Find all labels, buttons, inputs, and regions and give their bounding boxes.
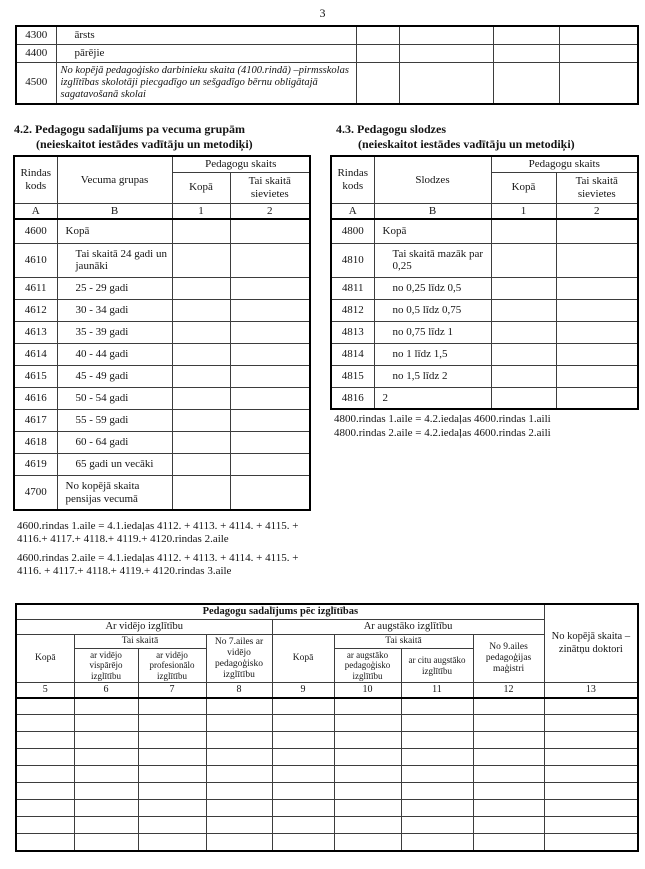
section-42-subtitle: (neieskaitot iestādes vadītāju un metodiķi) [36, 137, 253, 151]
data-cell-empty [172, 343, 230, 365]
data-cell-empty [172, 243, 230, 277]
row-code: 4812 [331, 299, 374, 321]
row-label: no 0,25 līdz 0,5 [374, 277, 491, 299]
data-cell-empty [473, 766, 544, 783]
data-cell-empty [138, 715, 206, 732]
data-cell-empty [206, 783, 272, 800]
bottom-table-title: Pedagogu sadalījums pēc izglītības [16, 604, 544, 620]
row-label: No kopējā skaita pensijas vecumā [57, 475, 172, 510]
row-code: 4619 [14, 453, 57, 475]
data-cell-empty [473, 749, 544, 766]
table-row [331, 243, 638, 277]
data-cell-empty [401, 783, 473, 800]
data-cell-empty [473, 732, 544, 749]
row-code: 4617 [14, 409, 57, 431]
row-code: 4813 [331, 321, 374, 343]
col-number: 8 [206, 683, 272, 698]
row-label: Tai skaitā mazāk par 0,25 [374, 243, 491, 277]
data-cell-empty [172, 299, 230, 321]
table-row [14, 475, 310, 510]
data-cell-empty [272, 715, 334, 732]
col-letter: A [331, 203, 374, 219]
data-cell-empty [473, 834, 544, 851]
table-row [16, 44, 638, 62]
col-number: 9 [272, 683, 334, 698]
data-cell-empty [172, 409, 230, 431]
section-42-number: 4.2. [14, 122, 32, 136]
data-cell-empty [138, 732, 206, 749]
row-label: 40 - 44 gadi [57, 343, 172, 365]
workloads-table [330, 155, 637, 410]
table-row [14, 321, 310, 343]
row-label: 2 [374, 387, 491, 409]
row-label: no 0,5 līdz 0,75 [374, 299, 491, 321]
row-code: 4614 [14, 343, 57, 365]
col-number: 2 [230, 203, 310, 219]
data-cell-empty [334, 715, 401, 732]
data-cell-empty [559, 44, 638, 62]
row-code: 4400 [16, 44, 56, 62]
table-row [14, 219, 310, 243]
header-kopa: Kopā [491, 172, 556, 203]
data-cell-empty [544, 698, 638, 715]
data-cell-empty [401, 834, 473, 851]
col-number: 11 [401, 683, 473, 698]
data-cell-empty [491, 277, 556, 299]
data-cell-empty [491, 387, 556, 409]
table-row [14, 299, 310, 321]
data-cell-empty [544, 749, 638, 766]
data-cell-empty [138, 749, 206, 766]
data-cell-empty [272, 698, 334, 715]
note-line: 4600.rindas 2.aile = 4.1.iedaļas 4112. + 4113. + 4114. + 4115. + 4116. + 4117.+ 4118.+ 4119.+ 4120.rindas 3.aile [17, 551, 299, 578]
data-cell-empty [16, 715, 74, 732]
data-cell-empty [544, 817, 638, 834]
header-ar-videjo-izglitibu: Ar vidējo izglītību [16, 620, 272, 635]
empty-row [16, 817, 638, 834]
data-cell-empty [74, 766, 138, 783]
data-cell-empty [206, 715, 272, 732]
data-cell-empty [544, 715, 638, 732]
header-slodzes: Slodzes [374, 156, 491, 203]
header-kopa-videjo: Kopā [16, 635, 74, 683]
header-rindas-kods: Rindas kods [14, 156, 57, 203]
data-cell-empty [556, 299, 638, 321]
data-cell-empty [473, 817, 544, 834]
col-number: 12 [473, 683, 544, 698]
empty-row [16, 732, 638, 749]
col-number: 1 [491, 203, 556, 219]
table-row [331, 219, 638, 243]
page-number: 3 [319, 6, 326, 20]
row-code: 4800 [331, 219, 374, 243]
data-cell-empty [401, 698, 473, 715]
data-cell-empty [491, 243, 556, 277]
header-citu-augstako: ar citu augstāko izglītību [401, 649, 473, 683]
data-cell-empty [473, 715, 544, 732]
section-43-heading [336, 122, 641, 152]
data-cell-empty [206, 800, 272, 817]
note-line: 4800.rindas 2.aile = 4.2.iedaļas 4600.rindas 2.aili [334, 427, 551, 440]
data-cell-empty [230, 475, 310, 510]
data-cell-empty [491, 343, 556, 365]
row-code: 4613 [14, 321, 57, 343]
data-cell-empty [16, 817, 74, 834]
data-cell-empty [544, 732, 638, 749]
data-cell-empty [544, 783, 638, 800]
col-letter: A [14, 203, 57, 219]
data-cell-empty [491, 219, 556, 243]
data-cell-empty [172, 321, 230, 343]
col-number: 6 [74, 683, 138, 698]
row-code: 4814 [331, 343, 374, 365]
data-cell-empty [172, 365, 230, 387]
header-tai-skaita-augstako: Tai skaitā [334, 635, 473, 649]
data-cell-empty [544, 766, 638, 783]
table-row [331, 343, 638, 365]
data-cell-empty [138, 834, 206, 851]
header-augstako-pedagogisko: ar augstāko pedagoģisko izglītību [334, 649, 401, 683]
data-cell-empty [74, 817, 138, 834]
table-row [14, 453, 310, 475]
data-cell-empty [401, 800, 473, 817]
data-cell-empty [272, 800, 334, 817]
age-groups-table [13, 155, 309, 511]
table-row [14, 431, 310, 453]
education-distribution-table [15, 603, 637, 852]
table-row [14, 409, 310, 431]
data-cell-empty [399, 26, 493, 44]
header-tai-skaita-sievietes: Tai skaitā sievietes [230, 172, 310, 203]
data-cell-empty [272, 766, 334, 783]
row-code: 4811 [331, 277, 374, 299]
header-tai-skaita-videjo: Tai skaitā [74, 635, 206, 649]
data-cell-empty [74, 834, 138, 851]
table-row [16, 62, 638, 104]
row-code: 4611 [14, 277, 57, 299]
data-cell-empty [172, 475, 230, 510]
table-row [14, 387, 310, 409]
data-cell-empty [16, 732, 74, 749]
data-cell-empty [16, 800, 74, 817]
data-cell-empty [206, 834, 272, 851]
data-cell-empty [334, 732, 401, 749]
data-cell-empty [230, 409, 310, 431]
data-cell-empty [272, 817, 334, 834]
section-43-title: Pedagogu slodzes [357, 122, 447, 136]
col-letter: B [374, 203, 491, 219]
row-label: 25 - 29 gadi [57, 277, 172, 299]
data-cell-empty [272, 834, 334, 851]
data-cell-empty [74, 732, 138, 749]
table-row [14, 277, 310, 299]
data-cell-empty [401, 766, 473, 783]
row-code: 4618 [14, 431, 57, 453]
data-cell-empty [230, 431, 310, 453]
data-cell-empty [556, 365, 638, 387]
data-cell-empty [491, 321, 556, 343]
empty-row [16, 783, 638, 800]
row-label: pārējie [56, 44, 356, 62]
table-row [331, 299, 638, 321]
data-cell-empty [272, 749, 334, 766]
data-cell-empty [16, 783, 74, 800]
data-cell-empty [399, 44, 493, 62]
note-line: 4600.rindas 1.aile = 4.1.iedaļas 4112. + 4113. + 4114. + 4115. + 4116.+ 4117.+ 4118.+ 4119.+ 4120.rindas 2.aile [17, 520, 299, 546]
data-cell-empty [16, 749, 74, 766]
table-row [331, 321, 638, 343]
row-code: 4600 [14, 219, 57, 243]
table-row [14, 343, 310, 365]
row-code: 4700 [14, 475, 57, 510]
data-cell-empty [556, 219, 638, 243]
data-cell-empty [138, 766, 206, 783]
row-code: 4610 [14, 243, 57, 277]
data-cell-empty [493, 62, 559, 104]
data-cell-empty [491, 365, 556, 387]
header-kopa: Kopā [172, 172, 230, 203]
data-cell-empty [401, 817, 473, 834]
row-label: Kopā [57, 219, 172, 243]
row-label: 50 - 54 gadi [57, 387, 172, 409]
row-label: 65 gadi un vecāki [57, 453, 172, 475]
header-rindas-kods: Rindas kods [331, 156, 374, 203]
data-cell-empty [356, 62, 399, 104]
row-label: No kopējā pedagoģisko darbinieku skaita (4100.rindā) –pirmsskolas izglītības skolotāji piecgadīgo un sešgadīgo bērnu obligātajā sagatavošanā skolai [56, 62, 356, 104]
col-number: 7 [138, 683, 206, 698]
row-code: 4816 [331, 387, 374, 409]
row-label: 30 - 34 gadi [57, 299, 172, 321]
data-cell-empty [473, 783, 544, 800]
data-cell-empty [334, 817, 401, 834]
data-cell-empty [206, 766, 272, 783]
data-cell-empty [230, 387, 310, 409]
data-cell-empty [172, 387, 230, 409]
data-cell-empty [493, 44, 559, 62]
row-label: Kopā [374, 219, 491, 243]
section-43-number: 4.3. [336, 122, 354, 136]
data-cell-empty [230, 219, 310, 243]
data-cell-empty [16, 834, 74, 851]
data-cell-empty [206, 817, 272, 834]
data-cell-empty [138, 817, 206, 834]
data-cell-empty [74, 800, 138, 817]
header-pedagogu-skaits: Pedagogu skaits [172, 156, 310, 172]
data-cell-empty [556, 343, 638, 365]
col-number: 10 [334, 683, 401, 698]
col-number: 5 [16, 683, 74, 698]
data-cell-empty [74, 715, 138, 732]
data-cell-empty [172, 453, 230, 475]
row-label: 45 - 49 gadi [57, 365, 172, 387]
header-ar-augstako-izglitibu: Ar augstāko izglītību [272, 620, 544, 635]
table-row [331, 387, 638, 409]
section-43-notes [334, 413, 641, 446]
header-zinatnu-doktori: No kopējā skaita – zinātņu doktori [544, 604, 638, 683]
data-cell-empty [401, 715, 473, 732]
data-cell-empty [356, 26, 399, 44]
data-cell-empty [138, 800, 206, 817]
table-row [331, 277, 638, 299]
table-row [16, 26, 638, 44]
data-cell-empty [206, 732, 272, 749]
section-42-heading [14, 122, 324, 152]
section-42-title: Pedagogu sadalījums pa vecuma grupām [35, 122, 246, 136]
data-cell-empty [334, 800, 401, 817]
bottom-table-empty-rows [16, 698, 638, 851]
row-label: no 1,5 līdz 2 [374, 365, 491, 387]
data-cell-empty [16, 766, 74, 783]
data-cell-empty [473, 698, 544, 715]
empty-row [16, 698, 638, 715]
row-label: Tai skaitā 24 gadi un jaunāki [57, 243, 172, 277]
row-code: 4810 [331, 243, 374, 277]
table-row [14, 243, 310, 277]
data-cell-empty [559, 26, 638, 44]
section-43-subtitle: (neieskaitot iestādes vadītāju un metodiķi) [358, 137, 575, 151]
data-cell-empty [74, 749, 138, 766]
data-cell-empty [172, 431, 230, 453]
data-cell-empty [334, 834, 401, 851]
empty-row [16, 800, 638, 817]
data-cell-empty [206, 698, 272, 715]
data-cell-empty [491, 299, 556, 321]
row-label: 60 - 64 gadi [57, 431, 172, 453]
data-cell-empty [473, 800, 544, 817]
row-code: 4616 [14, 387, 57, 409]
data-cell-empty [74, 783, 138, 800]
empty-row [16, 749, 638, 766]
row-label: ārsts [56, 26, 356, 44]
row-code: 4815 [331, 365, 374, 387]
data-cell-empty [230, 343, 310, 365]
data-cell-empty [272, 783, 334, 800]
data-cell-empty [556, 387, 638, 409]
data-cell-empty [556, 321, 638, 343]
table-row [14, 365, 310, 387]
row-label: no 0,75 līdz 1 [374, 321, 491, 343]
data-cell-empty [230, 453, 310, 475]
row-label: 55 - 59 gadi [57, 409, 172, 431]
section-42-notes [17, 520, 321, 584]
data-cell-empty [230, 277, 310, 299]
data-cell-empty [399, 62, 493, 104]
header-vecuma-grupas: Vecuma grupas [57, 156, 172, 203]
data-cell-empty [544, 834, 638, 851]
data-cell-empty [230, 321, 310, 343]
data-cell-empty [206, 749, 272, 766]
col-number: 2 [556, 203, 638, 219]
row-code: 4500 [16, 62, 56, 104]
header-no-7-ailes: No 7.ailes ar vidējo pedagoģisko izglītību [206, 635, 272, 683]
data-cell-empty [401, 732, 473, 749]
top-continuation-table [15, 25, 637, 105]
header-videjo-visparejo: ar vidējo vispārējo izglītību [74, 649, 138, 683]
data-cell-empty [272, 732, 334, 749]
empty-row [16, 834, 638, 851]
header-no-9-ailes: No 9.ailes pedagoģijas maģistri [473, 635, 544, 683]
data-cell-empty [172, 219, 230, 243]
col-letter: B [57, 203, 172, 219]
table-row [331, 365, 638, 387]
col-number: 13 [544, 683, 638, 698]
data-cell-empty [334, 783, 401, 800]
data-cell-empty [16, 698, 74, 715]
empty-row [16, 766, 638, 783]
row-code: 4300 [16, 26, 56, 44]
row-label: 35 - 39 gadi [57, 321, 172, 343]
data-cell-empty [74, 698, 138, 715]
col-number: 1 [172, 203, 230, 219]
row-code: 4612 [14, 299, 57, 321]
header-kopa-augstako: Kopā [272, 635, 334, 683]
row-label: no 1 līdz 1,5 [374, 343, 491, 365]
data-cell-empty [556, 277, 638, 299]
row-code: 4615 [14, 365, 57, 387]
data-cell-empty [138, 783, 206, 800]
data-cell-empty [138, 698, 206, 715]
header-tai-skaita-sievietes: Tai skaitā sievietes [556, 172, 638, 203]
data-cell-empty [230, 299, 310, 321]
empty-row [16, 715, 638, 732]
note-line: 4800.rindas 1.aile = 4.2.iedaļas 4600.rindas 1.aili [334, 413, 551, 425]
data-cell-empty [493, 26, 559, 44]
data-cell-empty [172, 277, 230, 299]
header-videjo-profesionalo: ar vidējo profesionālo izglītību [138, 649, 206, 683]
data-cell-empty [334, 766, 401, 783]
data-cell-empty [401, 749, 473, 766]
header-pedagogu-skaits: Pedagogu skaits [491, 156, 638, 172]
data-cell-empty [556, 243, 638, 277]
data-cell-empty [559, 62, 638, 104]
data-cell-empty [334, 698, 401, 715]
data-cell-empty [230, 243, 310, 277]
data-cell-empty [230, 365, 310, 387]
data-cell-empty [544, 800, 638, 817]
data-cell-empty [356, 44, 399, 62]
data-cell-empty [334, 749, 401, 766]
